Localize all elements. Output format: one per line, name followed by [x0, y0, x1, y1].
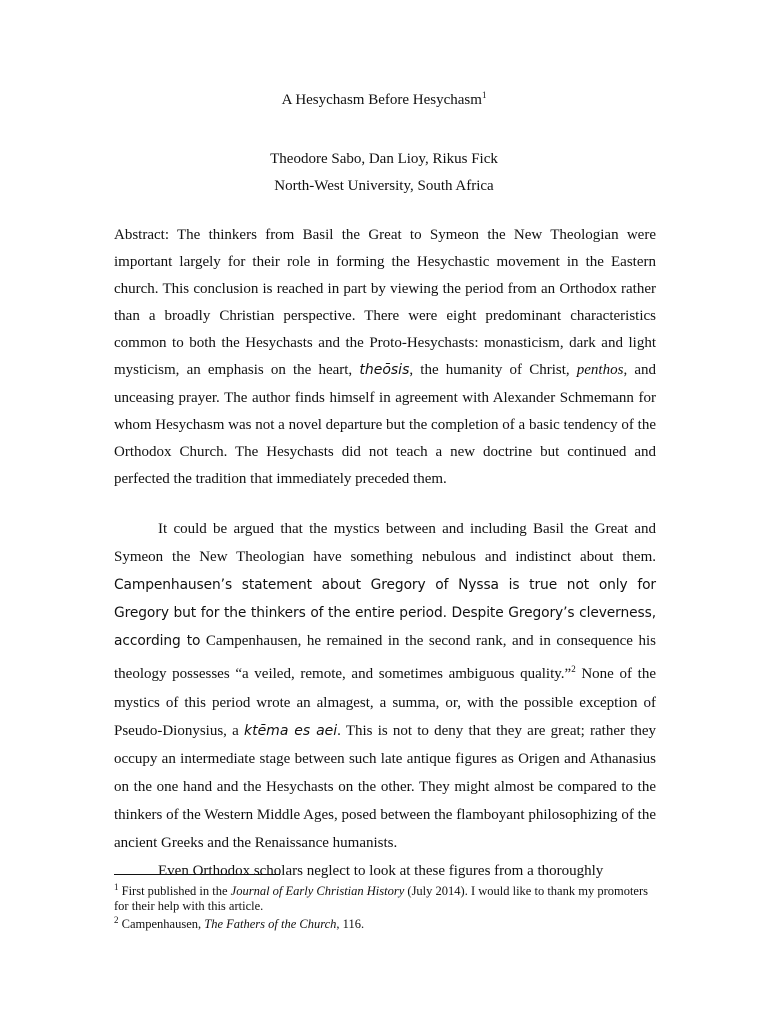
- paper-title: [0, 90, 768, 109]
- footnote-1-journal: Journal of Early Christian History: [230, 884, 405, 899]
- footnote-2-number: 2: [114, 915, 119, 926]
- footnote-1-text-a: First published in the: [118, 884, 231, 899]
- body-text: [114, 515, 656, 885]
- p1-term-ktema: ktēma es aei: [243, 722, 338, 739]
- footnote-marker-2: 2: [571, 664, 576, 675]
- footnote-2-book: The Fathers of the Church: [204, 917, 337, 932]
- p1-text-a: It could be argued that the mystics between and including Basil the Great and Symeon the New Theologian have something nebulous and indistinct about them.: [114, 521, 656, 566]
- footnote-2-text-b: , 116.: [336, 917, 365, 932]
- footnote-2-text-a: Campenhausen,: [118, 917, 205, 932]
- author-names: Theodore Sabo, Dan Lioy, Rikus Fick: [270, 151, 498, 167]
- title-text: A Hesychasm Before Hesychasm: [281, 92, 482, 108]
- abstract-text-2: , the humanity of Christ,: [409, 362, 577, 379]
- p1-text-e: . This is not to deny that they are great; rather they occupy an intermediate stage between such late antique figures as Origen and Athanasius on the one hand and the Hesychasts on the other. They might almost be compared to the thinkers of the Western Middle Ages, posed between the flamboyant philosophizing of the ancient Greeks and the Renaissance humanists.: [114, 722, 656, 852]
- abstract-term-penthos: penthos: [576, 362, 624, 379]
- abstract: [114, 222, 656, 493]
- footnote-divider: [114, 874, 280, 875]
- footnotes: [114, 880, 656, 932]
- p1-text-c: Campenhausen, he remained in the second rank, and in consequence his theology possesses “a veiled, remote, and sometimes ambiguous quality.”: [114, 633, 656, 683]
- abstract-text-1: Abstract: The thinkers from Basil the Great to Symeon the New Theologian were important largely for their role in forming the Hesychastic movement in the Eastern church. This conclusion is reached in part by viewing the period from an Orthodox rather than a broadly Christian perspective. There were eight predominant characteristics common to both the Hesychasts and the Proto-Hesychasts: monasticism, dark and light mysticism, an emphasis on the heart,: [114, 227, 656, 379]
- author-block: [0, 146, 768, 200]
- p1-text-d: None of the mystics of this period wrote an almagest, a summa, or, with the possible exception of Pseudo-Dionysius, a: [114, 666, 656, 739]
- title-footnote-marker: 1: [481, 90, 487, 100]
- p1-text-b: Campenhausen’s statement about Gregory of Nyssa is true not only for Gregory but for the thinkers of the entire period. Despite Gregory’s cleverness, according to: [114, 577, 656, 650]
- footnote-1-number: 1: [114, 882, 119, 892]
- abstract-term-theosis: theōsis: [359, 362, 410, 379]
- body-paragraph-2: Even Orthodox scholars neglect to look at these figures from a thoroughly: [158, 863, 604, 880]
- footnote-2: [114, 913, 656, 932]
- body-paragraph-1: [114, 515, 656, 857]
- footnote-1-text-b: (July 2014). I would like to thank my promoters for their help with this article.: [114, 884, 649, 913]
- footnote-1: [114, 880, 656, 913]
- abstract-text-3: , and unceasing prayer. The author finds himself in agreement with Alexander Schmemann for whom Hesychasm was not a novel departure but the completion of a basic tendency of the Orthodox Church. The Hesychasts did not teach a new doctrine but continued and perfected the tradition that immediately preceded them.: [114, 362, 656, 487]
- author-affiliation: North-West University, South Africa: [274, 178, 494, 194]
